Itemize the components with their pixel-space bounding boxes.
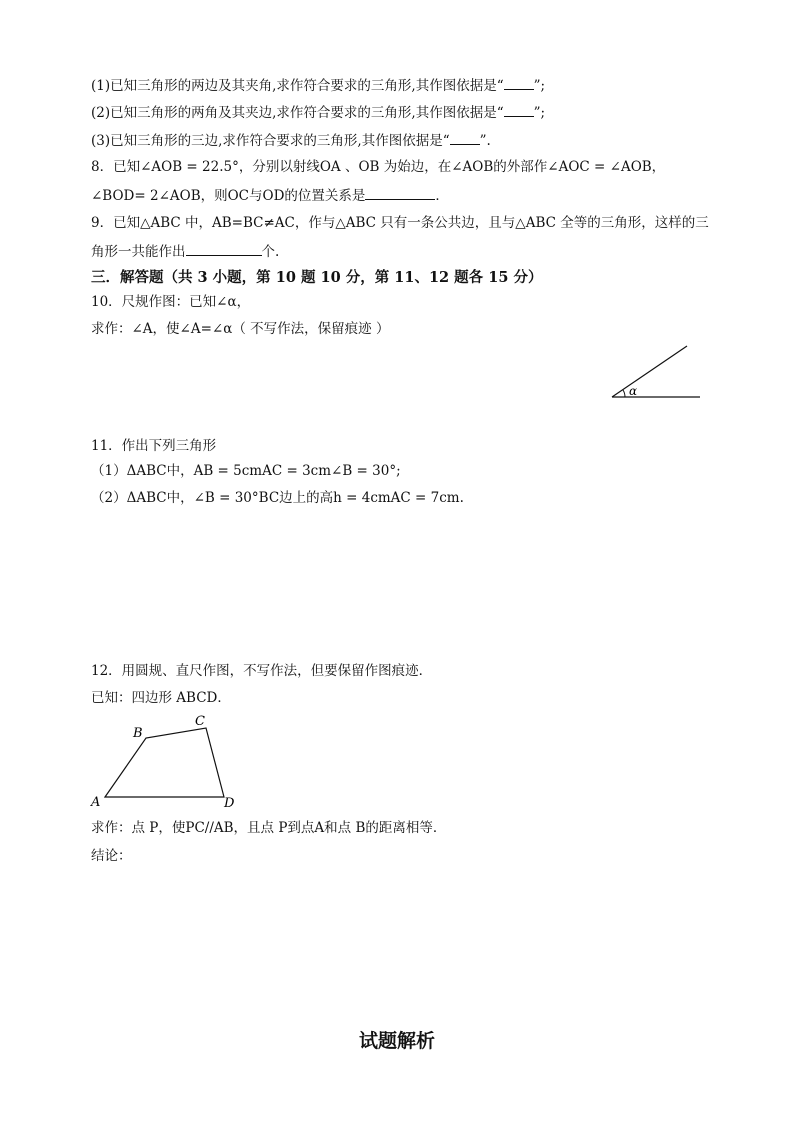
angle-label-alpha: α [629, 384, 638, 398]
item-3-text: (3)已知三角形的三边,求作符合要求的三角形,其作图依据是“ [91, 133, 450, 149]
question-8-end: ． [435, 188, 449, 204]
item-2-blank[interactable] [504, 102, 534, 117]
item-3-blank[interactable] [450, 130, 480, 145]
item-2-text: (2)已知三角形的两角及其夹边,求作符合要求的三角形,其作图依据是“ [91, 105, 504, 121]
question-9-text-1: 9．已知△ABC 中，AB=BC≠AC，作与△ABC 只有一条公共边，且与△ABC 全等的三角形，这样的三 [91, 215, 709, 231]
vertex-label-d: D [224, 796, 235, 811]
vertex-label-b: B [133, 726, 143, 741]
quadrilateral-abcd [105, 728, 224, 797]
item-1-blank[interactable] [504, 75, 534, 90]
question-8-blank[interactable] [365, 185, 435, 200]
item-1-end: ”; [533, 78, 546, 94]
question-10-line-1: 10．尺规作图：已知∠α， [91, 294, 251, 310]
question-11-line-1: 11．作出下列三角形 [91, 438, 217, 454]
analysis-title: 试题解析 [358, 1030, 435, 1052]
item-2 [91, 102, 545, 123]
angle-ray-upper [612, 346, 687, 397]
question-12-line-1: 12．用圆规、直尺作图，不写作法，但要保留作图痕迹． [91, 663, 433, 679]
question-8-text-2: ∠BOD= 2∠AOB，则OC与OD的位置关系是 [91, 188, 366, 204]
angle-arc [623, 390, 625, 397]
question-11-line-3: （2）ΔABC中，∠B = 30°BC边上的高h = 4cmAC = 7cm. [91, 490, 464, 506]
question-10-line-2: 求作：∠A，使∠A=∠α（ 不写作法，保留痕迹 ） [91, 321, 390, 337]
question-12-line-3: 求作：点 P，使PC//AB，且点 P到点A和点 B的距离相等． [91, 820, 447, 836]
question-8-line-1 [91, 157, 665, 177]
question-12-line-4: 结论： [91, 848, 132, 864]
question-8-line-2 [91, 185, 449, 206]
item-3 [91, 130, 491, 151]
section-3-heading: 三．解答题（共 3 小题，第 10 题 10 分，第 11、12 题各 15 分） [91, 269, 543, 286]
question-11-line-2: （1）ΔABC中，AB = 5cmAC = 3cm∠B = 30°; [91, 463, 401, 479]
item-1 [91, 75, 545, 96]
question-9-text-2: 角形一共能作出 [91, 244, 186, 260]
item-2-end: ”; [533, 105, 546, 121]
question-12-line-2: 已知：四边形 ABCD． [91, 690, 231, 706]
angle-alpha-figure [605, 340, 705, 402]
question-9-end: 个. [261, 244, 280, 260]
question-9-line-1 [91, 213, 709, 233]
quadrilateral-abcd-figure [85, 710, 245, 815]
item-1-text: (1)已知三角形的两边及其夹角,求作符合要求的三角形,其作图依据是“ [91, 78, 504, 94]
item-3-end: ”. [479, 133, 491, 149]
vertex-label-c: C [195, 714, 205, 729]
question-8-text-1: 8．已知∠AOB = 22.5°，分别以射线OA 、OB 为始边，在∠AOB的外部作∠AOC = ∠AOB， [91, 159, 666, 175]
question-9-line-2 [91, 241, 279, 262]
vertex-label-a: A [91, 795, 101, 810]
question-9-blank[interactable] [186, 241, 262, 256]
